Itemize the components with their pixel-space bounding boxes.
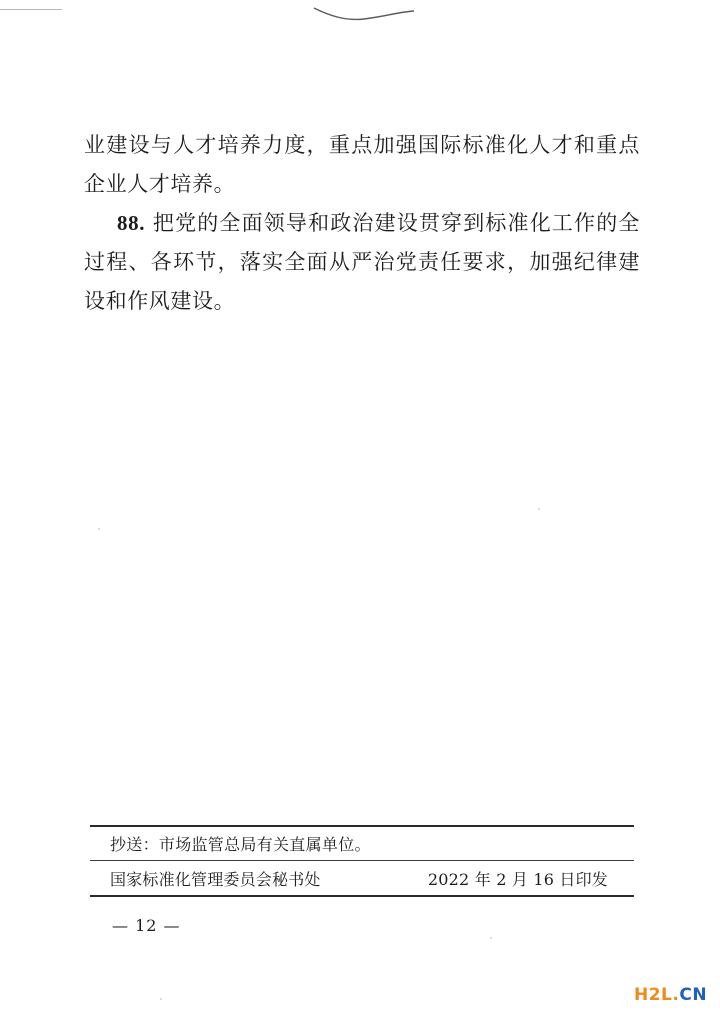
- issuer-line: [90, 861, 634, 895]
- scan-speck: [98, 528, 100, 530]
- watermark-part1: H2L: [634, 985, 673, 1005]
- issuer-name: 国家标准化管理委员会秘书处: [110, 869, 321, 889]
- page-number: — 12 —: [112, 916, 181, 935]
- scan-mark-stroke: [314, 8, 414, 19]
- document-footer: [90, 825, 634, 897]
- watermark-logo: [634, 985, 707, 1005]
- scan-speck: [538, 508, 540, 510]
- scan-speck: [490, 937, 492, 939]
- issue-date: 2022 年 2 月 16 日印发: [427, 869, 608, 889]
- top-edge-rule: [0, 9, 62, 10]
- cc-label: 抄送：: [110, 835, 159, 854]
- document-body: [84, 126, 640, 321]
- scan-speck: [160, 998, 162, 1000]
- cc-recipients: 市场监管总局有关直属单位。: [158, 835, 371, 854]
- item-88: [84, 204, 640, 321]
- scan-mark: [312, 2, 416, 24]
- paragraph-continued: 业建设与人才培养力度，重点加强国际标准化人才和重点企业人才培养。: [84, 133, 640, 196]
- footer-bottom-rule: [90, 895, 634, 897]
- watermark-dot: .: [672, 985, 680, 1005]
- item-text: 把党的全面领导和政治建设贯穿到标准化工作的全过程、各环节，落实全面从严治党责任要求，加强纪律建设和作风建设。: [84, 211, 640, 313]
- item-number: 88.: [117, 211, 146, 235]
- cc-line: [90, 827, 634, 860]
- watermark-part2: CN: [679, 985, 708, 1005]
